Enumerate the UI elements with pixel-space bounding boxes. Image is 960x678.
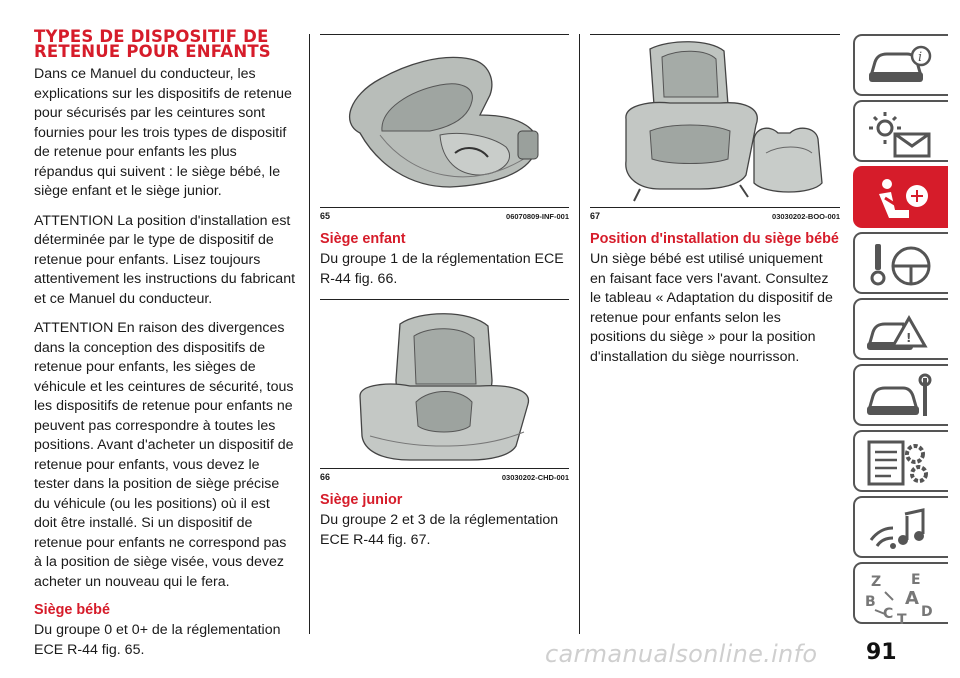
- paragraph-position-installation: Un siège bébé est utilisé uniquement en faisant face vers l'avant. Consultez le tableau « Adaptation du dispositif de retenue pour enfants selon les positions du siège » pour la position d'installation du siège nourrisson.: [590, 251, 833, 365]
- page-number: 91: [866, 640, 897, 665]
- paragraph-siege-bebe: Du groupe 0 et 0+ de la réglementation ECE R-44 fig. 65.: [34, 622, 281, 658]
- index-letter: C: [883, 606, 894, 622]
- figure-code: 03030202-CHD-001: [501, 473, 569, 482]
- column-divider: [579, 34, 580, 634]
- figure-code: 06070809-INF-001: [506, 212, 569, 221]
- steering-icon: [865, 240, 935, 290]
- index-letter: E: [911, 572, 921, 588]
- index-icon: [865, 570, 935, 626]
- column-1: [34, 27, 296, 670]
- attention-paragraph-1: ATTENTION La position d'installation est déterminée par le type de dispositif de retenue pour enfants. Lisez toujours attentivement les instructions du fabricant et ce Manuel du conducteur.: [34, 212, 296, 307]
- index-letter: D: [921, 604, 933, 620]
- sidebar-tab-warning-lights[interactable]: [853, 100, 948, 162]
- warning-lights-icon: [865, 108, 935, 158]
- maintenance-icon: [865, 372, 935, 422]
- booster-seat-illustration: [590, 35, 840, 207]
- paragraph-siege-junior: Du groupe 2 et 3 de la réglementation ECE R-44 fig. 67.: [320, 512, 559, 548]
- car-info-icon: [865, 42, 935, 92]
- figure-65-caption: [320, 208, 569, 221]
- column-2: [320, 34, 569, 560]
- figure-67-caption: [590, 208, 840, 221]
- breakdown-icon: [865, 306, 935, 356]
- index-letter: A: [905, 588, 919, 609]
- figure-code: 03030202-BOO-001: [772, 212, 840, 221]
- figure-number: 67: [590, 211, 601, 221]
- figure-67: [590, 34, 840, 208]
- page-title: TYPES DE DISPOSITIF DE RETENUE POUR ENFANTS: [34, 27, 271, 61]
- multimedia-icon: [865, 504, 935, 554]
- sidebar-tab-technical-data[interactable]: [853, 430, 948, 492]
- index-letter: T: [897, 612, 907, 626]
- watermark: carmanualsonline.info: [545, 640, 818, 668]
- figure-65: [320, 34, 569, 208]
- sidebar-tab-multimedia[interactable]: [853, 496, 948, 558]
- figure-number: 65: [320, 211, 331, 221]
- figure-66: [320, 299, 569, 469]
- index-letter: B: [865, 594, 876, 610]
- intro-paragraph: Dans ce Manuel du conducteur, les explications sur les dispositifs de retenue pour sécurisés par les ceintures sont fournies pour les trois types de dispositif de retenue pour enfants les plus répandus qui suivent : le siège bébé, le siège enfant et le siège junior.: [34, 66, 292, 199]
- sidebar-tab-airbag-seat[interactable]: [853, 166, 948, 228]
- sidebar-tab-breakdown[interactable]: [853, 298, 948, 360]
- index-letter: Z: [871, 574, 882, 590]
- airbag-seat-icon: [865, 174, 935, 224]
- svg-text:!: !: [906, 331, 912, 345]
- baby-seat-illustration: [320, 35, 569, 207]
- heading-siege-junior: Siège junior: [320, 492, 403, 508]
- sidebar-tab-maintenance[interactable]: [853, 364, 948, 426]
- sidebar-tab-starting-driving[interactable]: [853, 232, 948, 294]
- paragraph-siege-enfant: Du groupe 1 de la réglementation ECE R-44 fig. 66.: [320, 251, 564, 287]
- child-seat-illustration: [320, 300, 569, 468]
- sidebar-tab-car-info[interactable]: [853, 34, 948, 96]
- technical-data-icon: [865, 438, 935, 488]
- sidebar-tab-index[interactable]: [853, 562, 948, 624]
- figure-66-caption: [320, 469, 569, 482]
- figure-number: 66: [320, 472, 331, 482]
- column-3: [590, 34, 840, 377]
- heading-position-installation: Position d'installation du siège bébé: [590, 231, 839, 247]
- column-divider: [309, 34, 310, 634]
- attention-paragraph-2: ATTENTION En raison des divergences dans la conception des dispositifs de retenue pour enfants, les sièges de véhicule et les ceintures de sécurité, tous les dispositifs de retenue pour enfants ne peuvent pas correspondre à toutes les positions. Avant d'acheter un dispositif de retenue pour enfants, vous devez le tester dans la position de siège précise du véhicule (ou les positions) où il est doit être installé. Si un dispositif de retenue pour enfants ne correspond pas à la position de siège visée, vous devez acheter un nouveau qui le fera.: [34, 320, 294, 590]
- heading-siege-enfant: Siège enfant: [320, 231, 406, 247]
- heading-siege-bebe: Siège bébé: [34, 602, 110, 618]
- svg-text:i: i: [918, 50, 923, 65]
